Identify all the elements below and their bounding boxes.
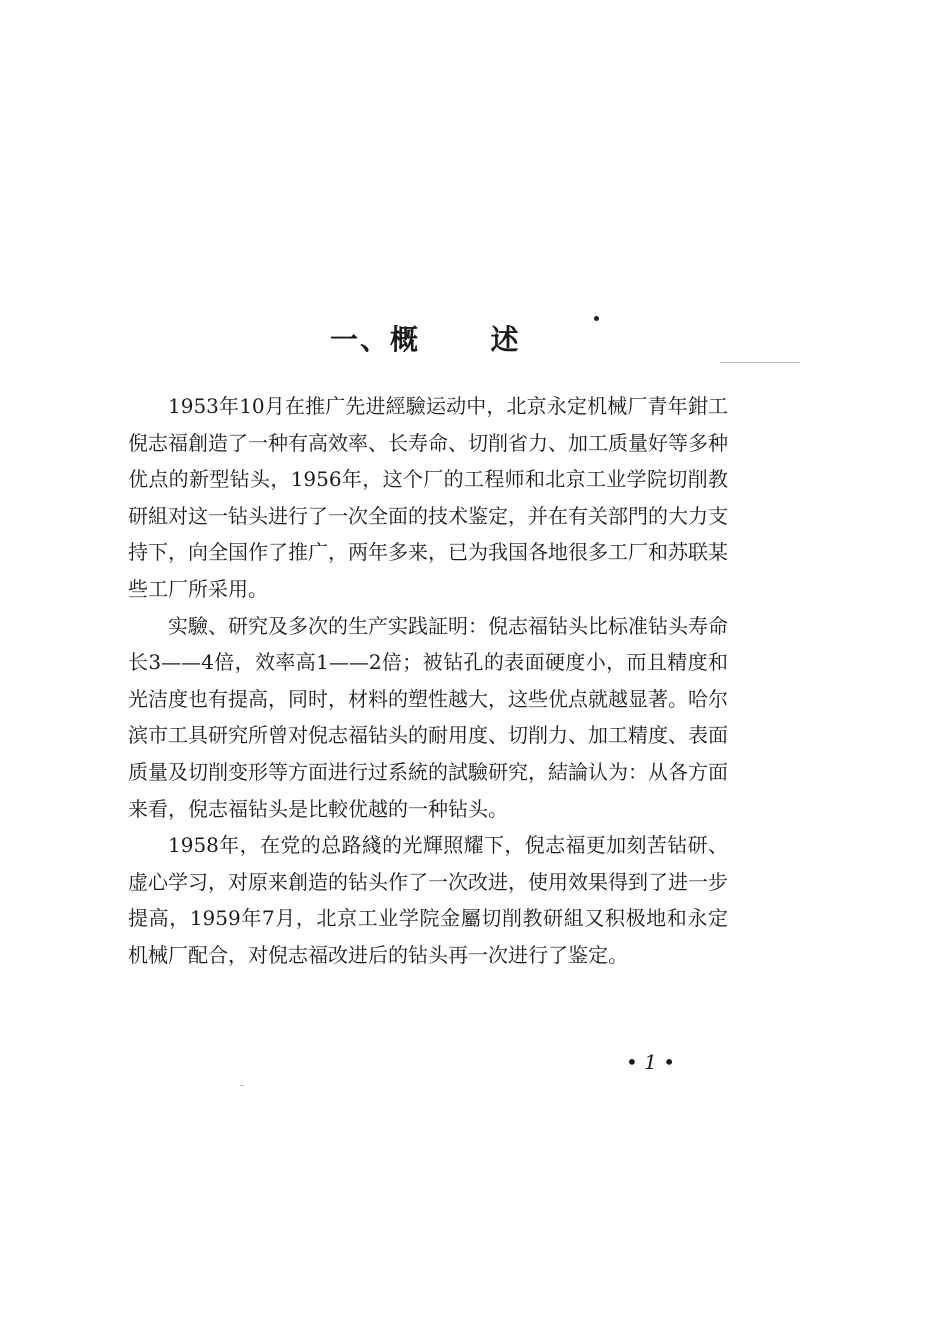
chapter-body bbox=[128, 388, 728, 974]
scan-line bbox=[240, 1085, 244, 1086]
paragraph-3: 1958年，在党的总路綫的光輝照耀下，倪志福更加刻苦钻研、虚心学习，对原来創造的钻头作了一次改进，使用效果得到了进一步提高，1959年7月，北京工业学院金屬切削教研組又积极地和永定机械厂配合，对倪志福改进后的钻头再一次进行了鉴定。 bbox=[128, 833, 728, 967]
paragraph-2: 实驗、研究及多次的生产实践証明：倪志福钻头比标准钻头寿命长3——4倍，效率高1——2倍；被钻孔的表面硬度小，而且精度和光洁度也有提高，同时，材料的塑性越大，这些优点就越显著。哈尔滨市工具研究所曾对倪志福钻头的耐用度、切削力、加工精度、表面质量及切削变形等方面进行过系統的試驗研究，結論认为：从各方面来看，倪志福钻头是比較优越的一种钻头。 bbox=[128, 613, 728, 821]
print-speck bbox=[594, 316, 599, 321]
paragraph-1: 1953年10月在推广先进經驗运动中，北京永定机械厂青年鉗工倪志福創造了一种有高效率、长寿命、切削省力、加工质量好等多种优点的新型钻头，1956年，这个厂的工程师和北京工业学院切削教研組对这一钻头进行了一次全面的技术鉴定，并在有关部門的大力支持下，向全国作了推广，两年多来，已为我国各地很多工厂和苏联某些工厂所采用。 bbox=[128, 394, 728, 601]
page-number: • 1 • bbox=[626, 1050, 676, 1074]
scan-line bbox=[720, 362, 800, 363]
chapter-title: 一、概 述 bbox=[330, 323, 521, 356]
